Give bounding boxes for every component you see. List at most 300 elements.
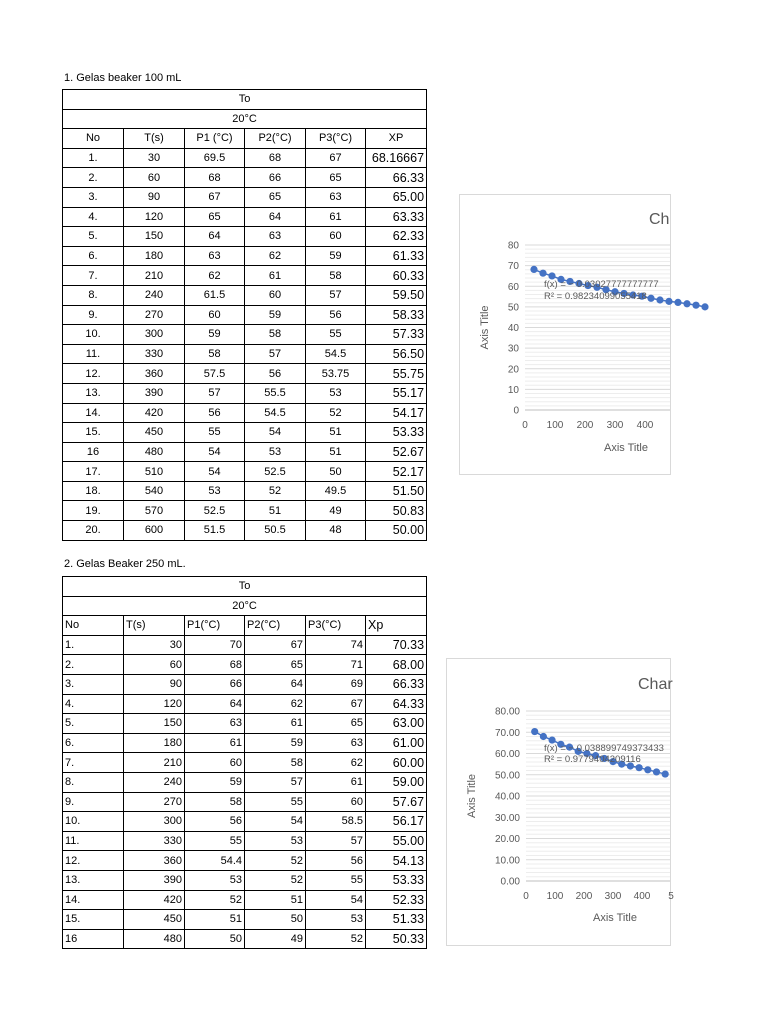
table-cell: 52.5	[245, 462, 306, 482]
table-cell: 50	[185, 929, 245, 949]
table-cell: 390	[124, 870, 185, 890]
table-cell: 3.	[63, 674, 124, 694]
x-tick-label: 200	[575, 891, 593, 902]
table-cell: 52	[245, 851, 306, 871]
table-cell: 51.33	[366, 910, 427, 930]
table-cell: 68	[185, 168, 245, 188]
table-row	[63, 772, 427, 792]
table-cell: 65	[306, 714, 366, 734]
table-cell: 390	[124, 383, 185, 403]
chart-100ml	[459, 194, 671, 475]
table-cell: 54.5	[306, 344, 366, 364]
table-cell: 56	[185, 403, 245, 423]
table-cell: 9.	[63, 792, 124, 812]
table-cell: 50	[306, 462, 366, 482]
table-cell: 66	[245, 168, 306, 188]
trendline-equation: f(x) = − 0.038899749373433	[544, 743, 664, 754]
y-axis-title: Axis Title	[466, 773, 478, 819]
y-tick-label: 80.00	[494, 706, 520, 718]
chart-title: Ch	[649, 211, 670, 228]
table-cell: 12.	[63, 851, 124, 871]
table-cell: 59	[306, 246, 366, 266]
table-cell: 13.	[63, 870, 124, 890]
y-tick-label: 0	[513, 405, 519, 417]
table-cell: 8.	[63, 285, 124, 305]
table-cell: 54.17	[366, 403, 427, 423]
table-cell: 16	[63, 442, 124, 462]
trendline-equation: f(x) = − 0.03027777777777	[544, 279, 659, 290]
table-cell: 71	[306, 655, 366, 675]
table-cell: 57.5	[185, 364, 245, 384]
table-cell: 57	[245, 344, 306, 364]
table-cell: 55.17	[366, 383, 427, 403]
table-cell: 57	[245, 772, 306, 792]
table-row	[63, 266, 427, 286]
x-tick-label: 400	[636, 420, 654, 431]
table-cell: 54.13	[366, 851, 427, 871]
table-cell: 62	[245, 246, 306, 266]
table-cell: 55.5	[245, 383, 306, 403]
table-cell: 420	[124, 403, 185, 423]
table-cell: 55	[185, 831, 245, 851]
table-cell: 58	[245, 753, 306, 773]
table-row	[63, 792, 427, 812]
table-cell: 51	[245, 890, 306, 910]
table-cell: 53	[185, 870, 245, 890]
table-cell: 48	[306, 521, 366, 541]
table-cell: 67	[245, 635, 306, 655]
table-row	[63, 305, 427, 325]
table-cell: 66	[185, 674, 245, 694]
table-cell: 60	[245, 285, 306, 305]
header-to: To	[63, 577, 427, 597]
data-point	[539, 270, 546, 277]
table-cell: 56.17	[366, 812, 427, 832]
table-cell: 60.33	[366, 266, 427, 286]
table-cell: 62	[245, 694, 306, 714]
table-row	[63, 383, 427, 403]
table-cell: 13.	[63, 383, 124, 403]
table-row	[63, 207, 427, 227]
table-cell: 52.67	[366, 442, 427, 462]
table-cell: 480	[124, 929, 185, 949]
y-tick-label: 60	[507, 281, 519, 293]
column-header: P1(°C)	[185, 616, 245, 636]
data-point	[662, 770, 669, 777]
table-cell: 53	[306, 910, 366, 930]
table-row	[63, 246, 427, 266]
table-cell: 300	[124, 325, 185, 345]
x-tick-label: 0	[522, 420, 528, 431]
table-cell: 52.5	[185, 501, 245, 521]
table-cell: 57	[306, 285, 366, 305]
table-cell: 62	[306, 753, 366, 773]
table-cell: 53.33	[366, 423, 427, 443]
table-cell: 12.	[63, 364, 124, 384]
table-cell: 61	[245, 714, 306, 734]
table-cell: 30	[124, 635, 185, 655]
table-cell: 63.33	[366, 207, 427, 227]
table-cell: 59.50	[366, 285, 427, 305]
table-cell: 30	[124, 148, 185, 168]
table-cell: 58	[306, 266, 366, 286]
table-cell: 53.33	[366, 870, 427, 890]
table-cell: 50.83	[366, 501, 427, 521]
table-cell: 62.33	[366, 227, 427, 247]
table-cell: 5.	[63, 714, 124, 734]
table-cell: 300	[124, 812, 185, 832]
table-cell: 360	[124, 851, 185, 871]
table-row	[63, 187, 427, 207]
table-cell: 55.00	[366, 831, 427, 851]
table-row	[63, 403, 427, 423]
table-row	[63, 635, 427, 655]
table-cell: 61	[306, 207, 366, 227]
y-tick-label: 30.00	[494, 812, 520, 824]
table-cell: 62	[185, 266, 245, 286]
table-cell: 58	[185, 344, 245, 364]
table-cell: 61.5	[185, 285, 245, 305]
table-cell: 51	[185, 910, 245, 930]
table-cell: 58.33	[366, 305, 427, 325]
table-cell: 11.	[63, 344, 124, 364]
table-cell: 68	[185, 655, 245, 675]
table-cell: 480	[124, 442, 185, 462]
table-row	[63, 501, 427, 521]
table-cell: 60	[124, 168, 185, 188]
table-cell: 210	[124, 266, 185, 286]
table-cell: 67	[185, 187, 245, 207]
table-cell: 61	[245, 266, 306, 286]
table-cell: 10.	[63, 812, 124, 832]
y-tick-label: 80	[507, 240, 519, 252]
table-cell: 17.	[63, 462, 124, 482]
table-cell: 120	[124, 207, 185, 227]
table-cell: 180	[124, 246, 185, 266]
table-cell: 59	[185, 325, 245, 345]
table-cell: 1.	[63, 148, 124, 168]
x-tick-label: 0	[523, 891, 529, 902]
table-cell: 67	[306, 148, 366, 168]
table-cell: 61.33	[366, 246, 427, 266]
table-cell: 450	[124, 910, 185, 930]
table-cell: 360	[124, 364, 185, 384]
table-cell: 56.50	[366, 344, 427, 364]
table-cell: 420	[124, 890, 185, 910]
y-tick-label: 60.00	[494, 749, 520, 760]
table-cell: 59.00	[366, 772, 427, 792]
x-axis-title: Axis Title	[592, 912, 638, 924]
table-cell: 55	[185, 423, 245, 443]
data-point	[683, 300, 690, 307]
trendline-r-squared: R² = 0.9779404209116	[544, 754, 641, 765]
table-cell: 60	[185, 753, 245, 773]
header-temperature: 20°C	[63, 596, 427, 616]
table-row	[63, 870, 427, 890]
table-cell: 15.	[63, 423, 124, 443]
table-cell: 50.5	[245, 521, 306, 541]
table-cell: 51.50	[366, 481, 427, 501]
y-tick-label: 40	[507, 323, 519, 334]
table-cell: 52	[185, 890, 245, 910]
table-cell: 66.33	[366, 674, 427, 694]
table-cell: 2.	[63, 168, 124, 188]
table-cell: 52	[306, 403, 366, 423]
column-header: XP	[366, 129, 427, 149]
table-cell: 65	[306, 168, 366, 188]
table-cell: 53	[306, 383, 366, 403]
table-cell: 51	[306, 423, 366, 443]
table-cell: 11.	[63, 831, 124, 851]
y-tick-label: 50.00	[494, 770, 520, 782]
table-cell: 270	[124, 792, 185, 812]
table-cell: 53	[185, 481, 245, 501]
x-tick-label: 100	[546, 891, 564, 902]
chart-250ml-svg	[447, 659, 674, 945]
x-tick-label: 300	[606, 420, 624, 431]
table-cell: 55.75	[366, 364, 427, 384]
table-cell: 59	[245, 733, 306, 753]
header-to: To	[63, 90, 427, 110]
table-cell: 16	[63, 929, 124, 949]
table-cell: 52.17	[366, 462, 427, 482]
table-cell: 64	[185, 694, 245, 714]
table-row	[63, 812, 427, 832]
table-cell: 52	[245, 481, 306, 501]
table-cell: 52.33	[366, 890, 427, 910]
table-cell: 54	[306, 890, 366, 910]
table-row	[63, 168, 427, 188]
table-cell: 60	[306, 227, 366, 247]
table-cell: 63.00	[366, 714, 427, 734]
table-cell: 14.	[63, 890, 124, 910]
table-cell: 330	[124, 344, 185, 364]
table-cell: 6.	[63, 246, 124, 266]
table-cell: 8.	[63, 772, 124, 792]
table-cell: 4.	[63, 207, 124, 227]
column-header: P2(°C)	[245, 129, 306, 149]
table-row	[63, 285, 427, 305]
table-cell: 64.33	[366, 694, 427, 714]
table-cell: 54.4	[185, 851, 245, 871]
y-tick-label: 20	[507, 364, 519, 376]
table-row	[63, 694, 427, 714]
column-header: P1 (°C)	[185, 129, 245, 149]
table-cell: 57	[185, 383, 245, 403]
table-row	[63, 344, 427, 364]
y-tick-label: 70	[507, 261, 519, 273]
table-cell: 51	[245, 501, 306, 521]
data-point	[647, 295, 654, 302]
table-cell: 50	[245, 910, 306, 930]
table-row	[63, 733, 427, 753]
table-cell: 69	[306, 674, 366, 694]
table-cell: 4.	[63, 694, 124, 714]
table-cell: 90	[124, 187, 185, 207]
table-row	[63, 481, 427, 501]
table-cell: 56	[185, 812, 245, 832]
table-cell: 59	[245, 305, 306, 325]
data-point	[531, 728, 538, 735]
table-250ml	[62, 576, 427, 949]
x-axis-title: Axis Title	[603, 442, 649, 454]
section2-title: 2. Gelas Beaker 250 mL.	[64, 558, 186, 570]
table-cell: 2.	[63, 655, 124, 675]
y-tick-label: 30	[507, 343, 519, 355]
table-cell: 54	[185, 462, 245, 482]
table-cell: 54.5	[245, 403, 306, 423]
table-cell: 7.	[63, 266, 124, 286]
data-point	[653, 768, 660, 775]
table-cell: 68.00	[366, 655, 427, 675]
table-cell: 120	[124, 694, 185, 714]
table-cell: 53	[245, 442, 306, 462]
table-cell: 63	[245, 227, 306, 247]
table-cell: 63	[306, 187, 366, 207]
table-cell: 240	[124, 772, 185, 792]
table-row	[63, 674, 427, 694]
data-point	[665, 298, 672, 305]
table-row	[63, 831, 427, 851]
table-cell: 270	[124, 305, 185, 325]
table-cell: 9.	[63, 305, 124, 325]
table-cell: 66.33	[366, 168, 427, 188]
table-row	[63, 851, 427, 871]
data-point	[656, 296, 663, 303]
table-row	[63, 442, 427, 462]
trendline-r-squared: R² = 0.98234099055418	[544, 291, 647, 302]
x-tick-label: 300	[604, 891, 622, 902]
table-cell: 20.	[63, 521, 124, 541]
table-cell: 15.	[63, 910, 124, 930]
table-cell: 57.67	[366, 792, 427, 812]
table-cell: 56	[245, 364, 306, 384]
table-cell: 58	[185, 792, 245, 812]
y-tick-label: 10	[507, 384, 519, 396]
table-cell: 65	[245, 187, 306, 207]
table-cell: 55	[245, 792, 306, 812]
table-cell: 68	[245, 148, 306, 168]
table-cell: 59	[185, 772, 245, 792]
table-cell: 150	[124, 714, 185, 734]
table-cell: 14.	[63, 403, 124, 423]
table-cell: 450	[124, 423, 185, 443]
table-cell: 53	[245, 831, 306, 851]
table-cell: 10.	[63, 325, 124, 345]
table-cell: 18.	[63, 481, 124, 501]
column-header: P3(°C)	[306, 129, 366, 149]
chart-250ml	[446, 658, 674, 946]
data-point	[674, 299, 681, 306]
table-row	[63, 325, 427, 345]
table-cell: 49.5	[306, 481, 366, 501]
table-row	[63, 890, 427, 910]
table-cell: 65.00	[366, 187, 427, 207]
table-cell: 63	[185, 714, 245, 734]
table-cell: 63	[306, 733, 366, 753]
table-row	[63, 929, 427, 949]
chart-100ml-svg	[460, 195, 670, 474]
table-cell: 68.16667	[366, 148, 427, 168]
data-point	[540, 733, 547, 740]
y-tick-label: 10.00	[494, 855, 520, 867]
table-row	[63, 910, 427, 930]
y-axis-title: Axis Title	[479, 305, 491, 350]
table-cell: 60	[124, 655, 185, 675]
table-cell: 70.33	[366, 635, 427, 655]
table-cell: 49	[306, 501, 366, 521]
table-cell: 58.5	[306, 812, 366, 832]
table-cell: 600	[124, 521, 185, 541]
table-cell: 180	[124, 733, 185, 753]
header-temperature: 20°C	[63, 109, 427, 129]
table-cell: 56	[306, 851, 366, 871]
y-tick-label: 20.00	[494, 834, 520, 845]
table-cell: 330	[124, 831, 185, 851]
table-cell: 55	[306, 325, 366, 345]
table-cell: 65	[245, 655, 306, 675]
table-cell: 64	[245, 674, 306, 694]
table-cell: 19.	[63, 501, 124, 521]
table-cell: 60	[185, 305, 245, 325]
table-cell: 55	[306, 870, 366, 890]
table-cell: 74	[306, 635, 366, 655]
table-cell: 61.00	[366, 733, 427, 753]
table-cell: 50.00	[366, 521, 427, 541]
y-tick-label: 40.00	[494, 791, 520, 803]
table-cell: 65	[185, 207, 245, 227]
table-row	[63, 714, 427, 734]
column-header: P3(°C)	[306, 616, 366, 636]
table-cell: 1.	[63, 635, 124, 655]
table-row	[63, 423, 427, 443]
table-row	[63, 148, 427, 168]
table-cell: 70	[185, 635, 245, 655]
table-cell: 61	[185, 733, 245, 753]
table-row	[63, 227, 427, 247]
table-cell: 60	[306, 792, 366, 812]
table-cell: 51.5	[185, 521, 245, 541]
column-header: T(s)	[124, 129, 185, 149]
section1-title: 1. Gelas beaker 100 mL	[64, 72, 182, 84]
table-cell: 60.00	[366, 753, 427, 773]
table-row	[63, 655, 427, 675]
table-cell: 210	[124, 753, 185, 773]
data-point	[692, 302, 699, 309]
table-row	[63, 364, 427, 384]
table-cell: 52	[245, 870, 306, 890]
table-cell: 540	[124, 481, 185, 501]
table-cell: 90	[124, 674, 185, 694]
column-header: No	[63, 129, 124, 149]
x-tick-label: 400	[633, 891, 651, 902]
table-cell: 57.33	[366, 325, 427, 345]
table-row	[63, 521, 427, 541]
chart-title: Char	[638, 676, 673, 693]
data-point	[644, 766, 651, 773]
table-cell: 51	[306, 442, 366, 462]
table-cell: 67	[306, 694, 366, 714]
y-tick-label: 70.00	[494, 727, 520, 739]
table-cell: 54	[185, 442, 245, 462]
table-cell: 6.	[63, 733, 124, 753]
table-cell: 54	[245, 423, 306, 443]
table-cell: 64	[185, 227, 245, 247]
y-tick-label: 50	[507, 302, 519, 314]
table-cell: 150	[124, 227, 185, 247]
column-header: T(s)	[124, 616, 185, 636]
table-cell: 7.	[63, 753, 124, 773]
